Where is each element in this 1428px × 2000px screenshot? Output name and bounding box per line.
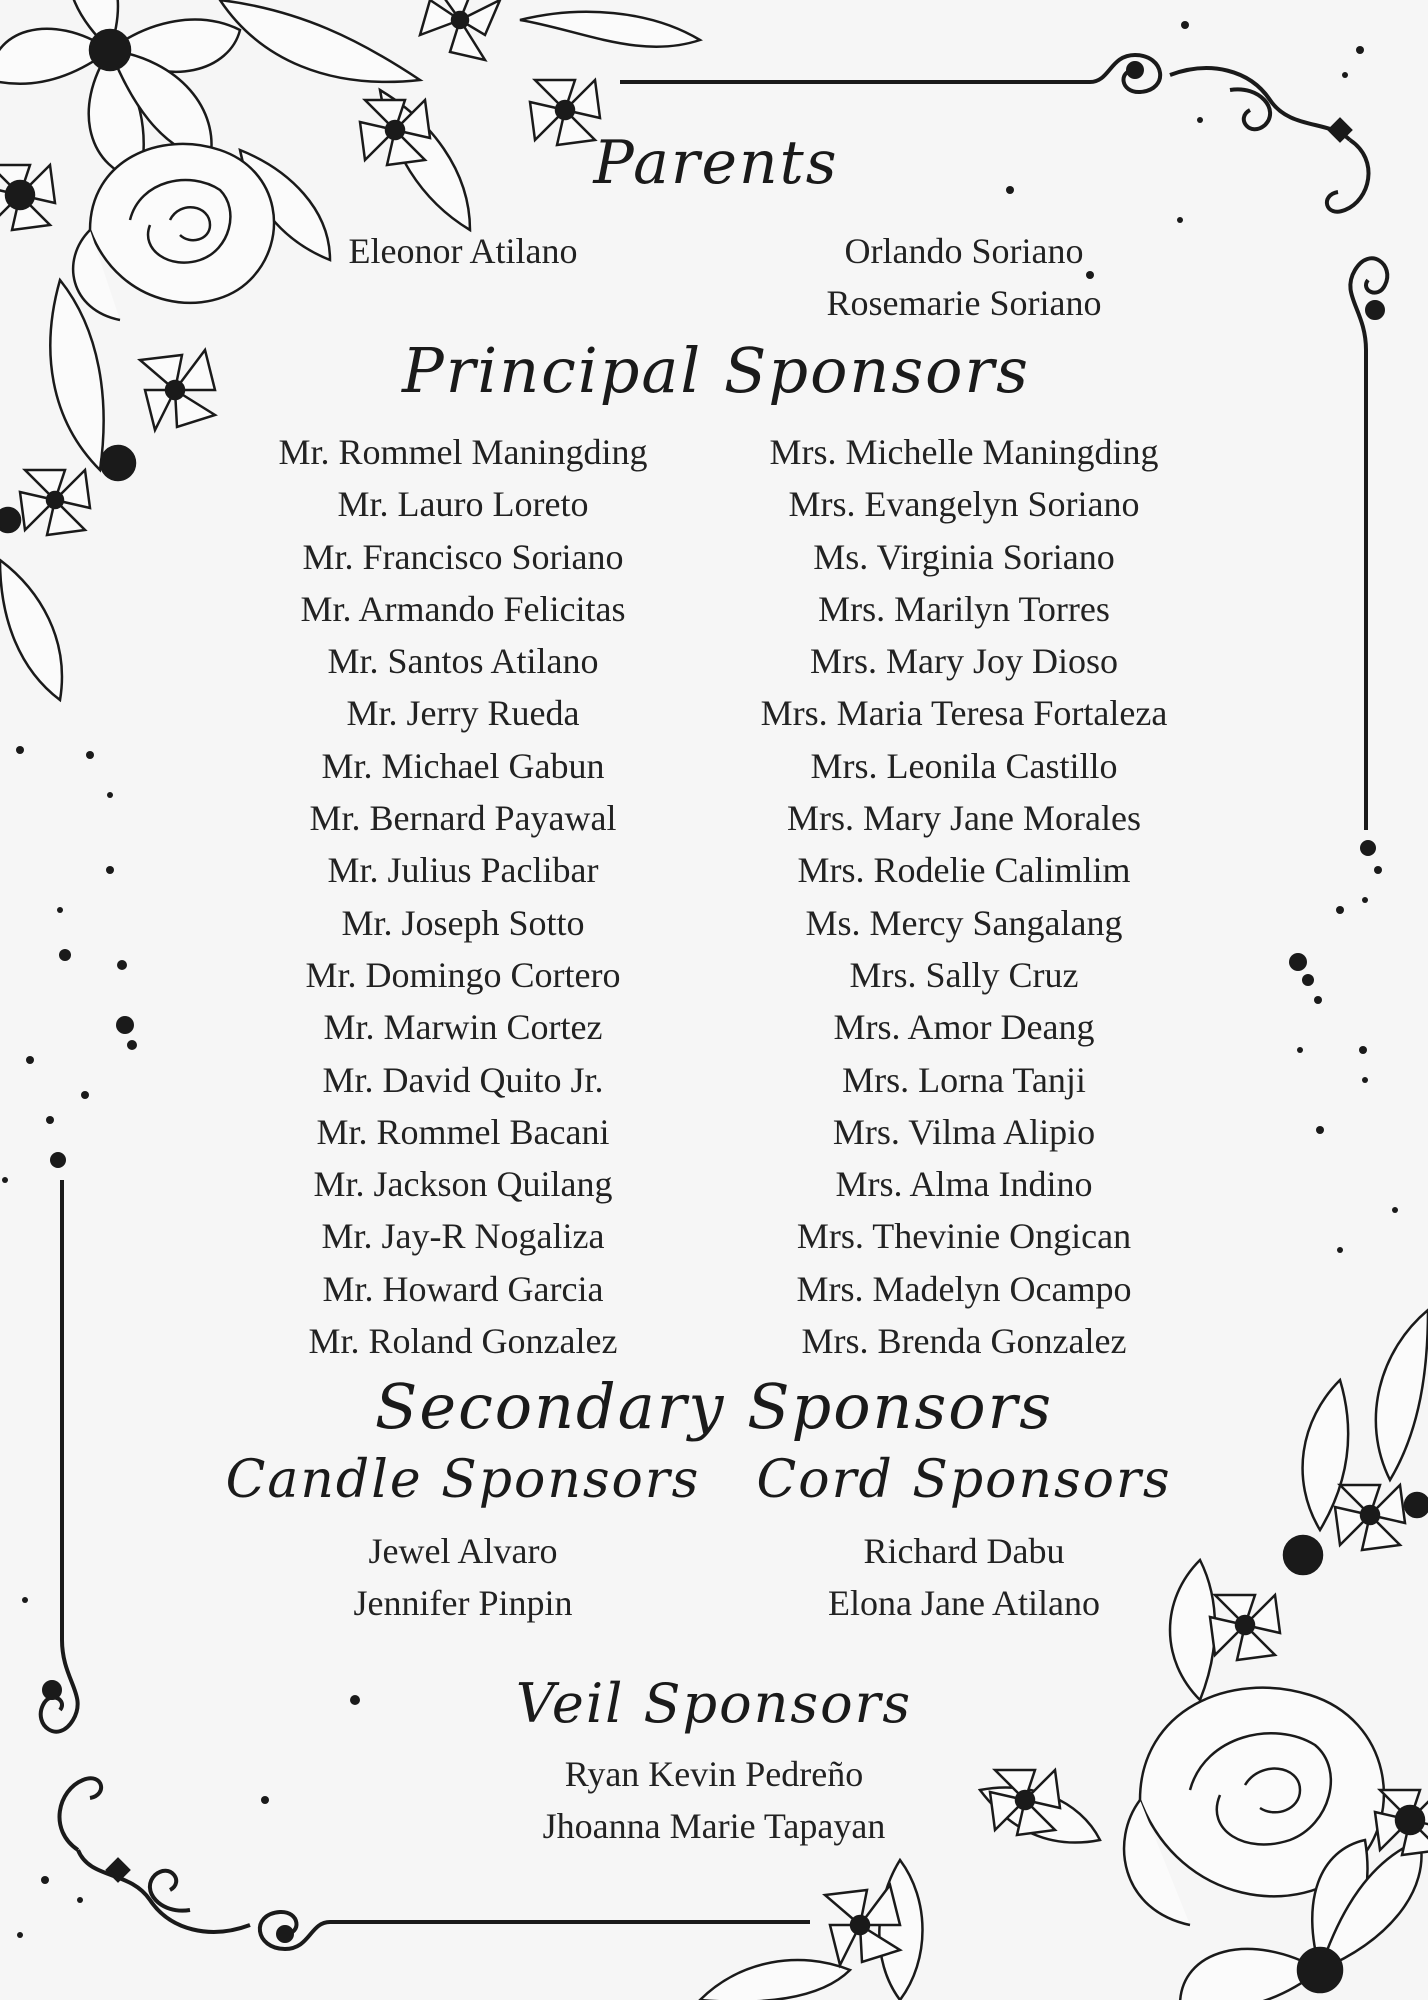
scroll-flourish-top-right-icon [1090,55,1387,350]
principal-sponsor-woman: Mrs. Brenda Gonzalez [801,1321,1127,1362]
principal-sponsor-man: Mr. Roland Gonzalez [308,1321,618,1362]
cord-sponsors-heading: Cord Sponsors [756,1450,1172,1510]
principal-sponsor-woman: Mrs. Mary Joy Dioso [809,641,1118,682]
parent-name-right-2: Rosemarie Soriano [826,283,1102,323]
principal-sponsor-woman: Ms. Mercy Sangalang [805,902,1123,943]
principal-sponsor-man: Mr. David Quito Jr. [322,1059,604,1100]
parents-heading: Parents [593,128,839,198]
principal-sponsor-man: Mr. Howard Garcia [322,1268,604,1309]
principal-sponsor-man: Mr. Rommel Maningding [278,432,648,472]
veil-sponsor-name: Jhoanna Marie Tapayan [542,1806,886,1846]
principal-sponsor-man: Mr. Jerry Rueda [346,693,580,734]
principal-sponsor-woman: Mrs. Sally Cruz [849,954,1079,995]
principal-sponsor-man: Mr. Joseph Sotto [341,902,585,943]
cord-sponsor-name: Elona Jane Atilano [828,1583,1100,1623]
principal-sponsor-woman: Mrs. Michelle Maningding [769,432,1159,472]
principal-sponsor-woman: Mrs. Alma Indino [835,1164,1093,1205]
principal-sponsor-man: Mr. Marwin Cortez [323,1007,603,1048]
principal-sponsors-women-list [724,426,1204,1367]
principal-sponsor-man: Mr. Michael Gabun [321,745,605,786]
principal-sponsor-man: Mr. Lauro Loreto [337,484,589,525]
principal-sponsor-man: Mr. Jackson Quilang [313,1164,613,1205]
principal-sponsor-woman: Mrs. Evangelyn Soriano [788,484,1140,525]
principal-sponsor-man: Mr. Jay-R Nogaliza [321,1216,605,1257]
principal-sponsor-woman: Mrs. Marilyn Torres [818,588,1110,629]
scroll-flourish-bottom-left-icon [41,1640,330,1949]
principal-sponsor-woman: Mrs. Leonila Castillo [810,745,1118,786]
principal-sponsor-man: Mr. Armando Felicitas [300,588,626,629]
principal-sponsor-man: Mr. Francisco Soriano [302,536,624,577]
secondary-sponsors-heading: Secondary Sponsors [374,1370,1054,1443]
principal-sponsor-man: Mr. Domingo Cortero [305,954,621,995]
principal-sponsors-heading: Principal Sponsors [402,334,1030,407]
principal-sponsor-man: Mr. Rommel Bacani [316,1111,610,1152]
veil-sponsors-heading: Veil Sponsors [515,1672,913,1735]
principal-sponsor-woman: Mrs. Vilma Alipio [832,1111,1096,1152]
principal-sponsor-woman: Mrs. Rodelie Calimlim [797,850,1131,891]
principal-sponsor-woman: Mrs. Lorna Tanji [842,1059,1086,1100]
principal-sponsor-man: Mr. Santos Atilano [327,641,599,682]
principal-sponsor-woman: Ms. Virginia Soriano [813,536,1115,577]
candle-sponsor-name: Jennifer Pinpin [353,1583,573,1623]
principal-sponsor-woman: Mrs. Amor Deang [833,1007,1095,1048]
candle-sponsors-heading: Candle Sponsors [225,1450,701,1510]
principal-sponsor-man: Mr. Julius Paclibar [327,850,599,891]
principal-sponsor-woman: Mrs. Madelyn Ocampo [796,1268,1132,1309]
cord-sponsor-name: Richard Dabu [863,1531,1065,1571]
parent-name-left: Eleonor Atilano [348,231,578,271]
candle-sponsor-name: Jewel Alvaro [368,1531,558,1571]
principal-sponsors-men-list [223,426,703,1367]
principal-sponsor-woman: Mrs. Maria Teresa Fortaleza [760,693,1168,734]
principal-sponsor-woman: Mrs. Mary Jane Morales [787,798,1141,839]
veil-sponsor-name: Ryan Kevin Pedreño [564,1754,864,1794]
parent-name-right-1: Orlando Soriano [844,231,1084,271]
principal-sponsor-man: Mr. Bernard Payawal [309,798,617,839]
principal-sponsor-woman: Mrs. Thevinie Ongican [796,1216,1132,1257]
